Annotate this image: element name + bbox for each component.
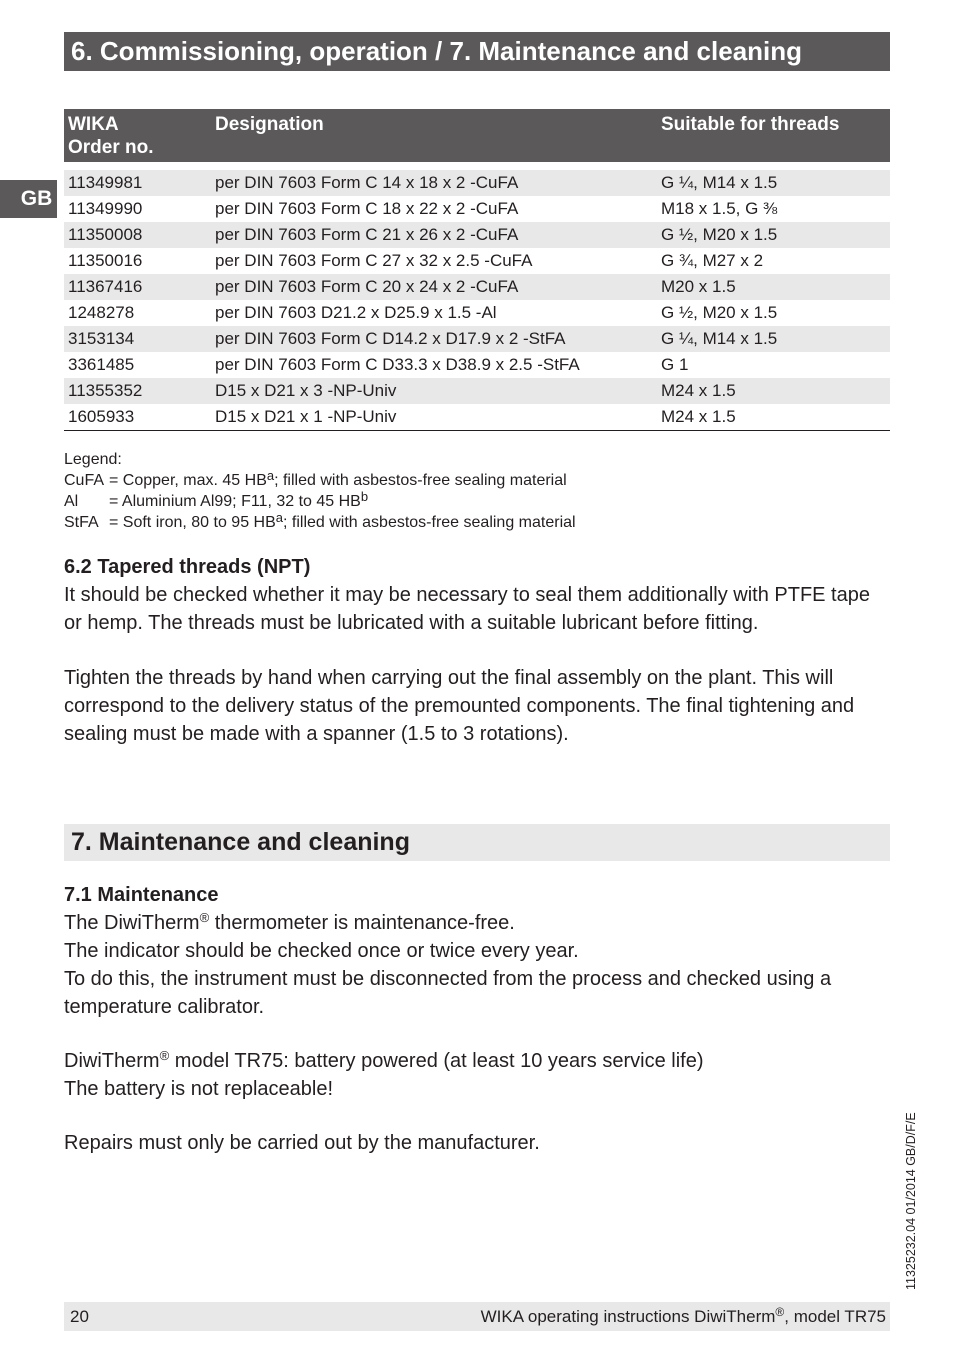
legend-title: Legend: [64,451,122,468]
threads-cell: G ¾, M27 x 2 [661,251,764,270]
threads-cell: M24 x 1.5 [657,378,890,404]
order-no-cell: 11350008 [64,222,211,248]
table-row [64,222,890,248]
order-no-cell: 11350016 [68,251,143,270]
paragraph: It should be checked whether it may be necessary to seal them additionally with PTFE tape or hemp. The threads must be lubricated with a suitable lubricant before fitting. [64,584,870,634]
section-6-2-body [64,581,890,748]
table-row [64,404,890,431]
footer-text: WIKA operating instructions DiwiTherm®, model TR75 [480,1305,886,1326]
threads-cell: M20 x 1.5 [657,274,890,300]
table-legend [64,449,576,533]
order-no-cell: 3153134 [64,326,211,352]
legend-al: Al = Aluminium Al99; F11, 32 to 45 $HB^b$ [64,489,369,510]
language-tab: GB [0,180,57,218]
table-row [64,300,890,326]
column-header-threads: Suitable for threads [657,109,890,162]
order-no-cell: 1605933 [64,404,211,431]
order-no-cell: 11349981 [64,170,211,196]
designation-cell: per DIN 7603 Form C D33.3 x D38.9 x 2.5 -StFA [215,355,580,374]
threads-cell: G ½, M20 x 1.5 [661,303,778,322]
paragraph: Tighten the threads by hand when carrying out the final assembly on the plant. This will correspond to the delivery status of the premounted components. The final tightening and sealing must be made with a spanner (1.5 to 3 rotations). [64,667,855,745]
table-row [64,378,890,404]
designation-cell: D15 x D21 x 3 -NP-Univ [211,378,657,404]
section-7-1-heading: 7.1 Maintenance [64,884,219,906]
table-row [64,248,890,274]
table-row [64,196,890,222]
section-6-2-heading: 6.2 Tapered threads (NPT) [64,556,311,578]
legend-stfa: StFA = Soft iron, 80 to 95 $HB^a$; filled with asbestos-free sealing material [64,510,576,531]
table-row [64,352,890,378]
threads-cell: G ¼, M14 x 1.5 [657,326,890,352]
sealing-rings-table [64,109,890,431]
designation-cell: D15 x D21 x 1 -NP-Univ [211,404,657,431]
page-footer [64,1302,890,1331]
designation-cell: per DIN 7603 Form C 20 x 24 x 2 -CuFA [211,274,657,300]
document-code: 11325232.04 01/2014 GB/D/F/E [904,1112,918,1290]
paragraph: Repairs must only be carried out by the manufacturer. [64,1132,540,1154]
order-no-cell: 11367416 [64,274,211,300]
table-row [64,170,890,196]
order-no-cell: 11355352 [64,378,211,404]
page-title: 6. Commissioning, operation / 7. Maintenance and cleaning [64,32,890,71]
legend-cufa: CuFA = Copper, max. 45 $HB^a$; filled with asbestos-free sealing material [64,468,567,489]
paragraph: DiwiTherm® model TR75: battery powered (at least 10 years service life) [64,1048,704,1072]
table-header-row [64,109,890,162]
order-no-cell: 1248278 [68,303,135,322]
designation-cell: per DIN 7603 D21.2 x D25.9 x 1.5 -Al [215,303,497,322]
paragraph: The indicator should be checked once or twice every year. [64,940,579,962]
section-7-1-body [64,909,890,1157]
column-header-order-no: WIKA Order no. [64,109,211,162]
paragraph: The DiwiTherm® thermometer is maintenance-free. [64,910,515,934]
designation-cell: per DIN 7603 Form C 27 x 32 x 2.5 -CuFA [215,251,533,270]
threads-cell: G ½, M20 x 1.5 [657,222,890,248]
threads-cell: M24 x 1.5 [657,404,890,431]
designation-cell: per DIN 7603 Form C 18 x 22 x 2 -CuFA [215,199,519,218]
threads-cell: G 1 [661,355,689,374]
table-row [64,326,890,352]
order-no-cell: 3361485 [68,355,135,374]
designation-cell: per DIN 7603 Form C 21 x 26 x 2 -CuFA [211,222,657,248]
paragraph: To do this, the instrument must be disconnected from the process and checked using a temperature calibrator. [64,968,832,1018]
threads-cell: M18 x 1.5, G ⅜ [661,199,778,218]
table-row [64,274,890,300]
threads-cell: G ¼, M14 x 1.5 [657,170,890,196]
page-number: 20 [70,1307,89,1326]
designation-cell: per DIN 7603 Form C 14 x 18 x 2 -CuFA [211,170,657,196]
order-no-cell: 11349990 [68,199,143,218]
column-header-designation: Designation [211,109,657,162]
section-7-heading: 7. Maintenance and cleaning [64,824,890,861]
paragraph: The battery is not replaceable! [64,1078,334,1100]
designation-cell: per DIN 7603 Form C D14.2 x D17.9 x 2 -StFA [211,326,657,352]
